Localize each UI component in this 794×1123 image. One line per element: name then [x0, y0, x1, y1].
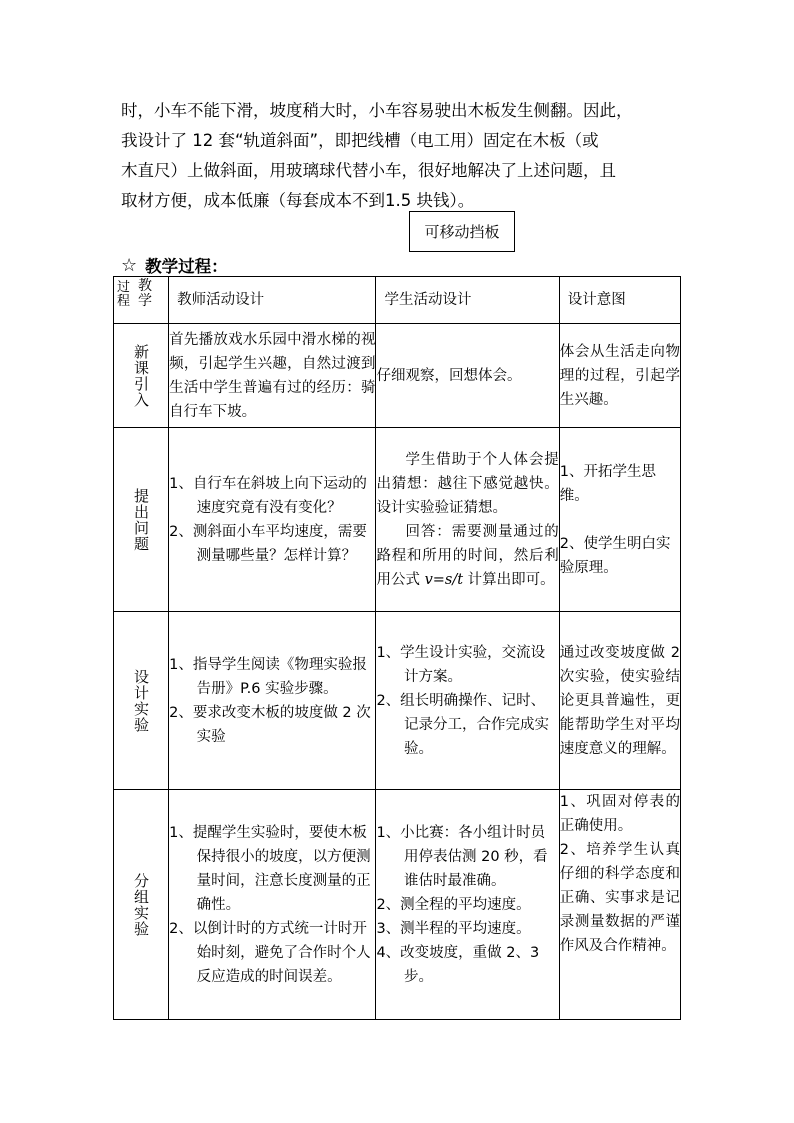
- student-text: 3、测半程的平均速度。: [376, 920, 531, 937]
- figure-caption: 可移动挡板: [424, 223, 500, 241]
- speed-formula: v=s/t: [424, 571, 464, 588]
- header-teacher: 教师活动设计: [169, 277, 376, 324]
- intent-text: 2、培养学生认真仔细的科学态度和正确、实事求是记录测量数据的严谨作风及合作精神。: [559, 842, 680, 954]
- process-cell: [114, 428, 169, 612]
- header-student: 学生活动设计: [376, 277, 559, 324]
- table-row: [114, 790, 681, 1020]
- process-cell: [114, 790, 169, 1020]
- process-cell: [114, 612, 169, 790]
- student-cell: [376, 428, 559, 612]
- teacher-cell: [169, 324, 376, 428]
- teacher-text: 2、以倒计时的方式统一计时开始时刻，避免了合作时个人反应造成的时间误差。: [169, 920, 371, 985]
- process-label: 设计实验: [132, 668, 151, 733]
- student-cell: [376, 324, 559, 428]
- teaching-process-table: [113, 276, 681, 1020]
- intent-text: 2、使学生明白实验原理。: [559, 535, 671, 576]
- section-heading: [121, 253, 228, 277]
- header-intent: 设计意图: [559, 277, 680, 324]
- section-title: 教学过程：: [145, 257, 228, 276]
- table-row: [114, 428, 681, 612]
- student-text-part: 回答：需要测量通过的路程和所用的时间，然后利用公式: [376, 523, 559, 588]
- intent-text: 1、巩固对停表的正确使用。: [559, 794, 680, 834]
- process-label: 分组实验: [132, 872, 151, 937]
- process-label: 新课引入: [132, 343, 151, 408]
- process-cell: [114, 324, 169, 428]
- table-row: [114, 612, 681, 790]
- teacher-cell: [169, 428, 376, 612]
- table-header-row: [114, 277, 681, 324]
- intent-text: 1、开拓学生思维。: [559, 463, 656, 504]
- student-text: 2、组长明确操作、记时、记录分工，合作完成实验。: [376, 692, 549, 757]
- teacher-cell: [169, 612, 376, 790]
- student-text: 2、测全程的平均速度。: [376, 896, 531, 913]
- student-text: [376, 520, 558, 592]
- process-label: 提出问题: [132, 487, 151, 552]
- student-text: 4、改变坡度，重做 2、3 步。: [376, 944, 540, 985]
- teacher-text: 1、自行车在斜坡上向下运动的速度究竟有没有变化？: [169, 475, 367, 516]
- corner-teaching-label: 教学: [138, 278, 152, 309]
- intent-cell: [559, 428, 680, 612]
- figure-caption-box: [409, 211, 515, 252]
- student-cell: [376, 790, 559, 1020]
- intent-text: 通过改变坡度做 2次实验，使实验结论更具普遍性，更能帮助学生对平均速度意义的理解。: [559, 644, 680, 757]
- student-text: 仔细观察，回想体会。: [376, 367, 522, 384]
- student-cell: [376, 612, 559, 790]
- student-text: 学生借助于个人体会提出猜想：越往下感觉越快。设计实验验证猜想。: [376, 451, 559, 516]
- intro-paragraph: [121, 96, 681, 216]
- header-corner-cell: [114, 277, 169, 324]
- intent-cell: [559, 612, 680, 790]
- student-text: 1、学生设计实验，交流设计方案。: [376, 644, 546, 685]
- intro-line: 木直尺）上做斜面，用玻璃球代替小车，很好地解决了上述问题，且: [121, 161, 616, 180]
- corner-process-label: 过程: [117, 280, 131, 309]
- star-outline-icon: ☆: [121, 254, 138, 276]
- teacher-text: 1、提醒学生实验时，要使木板保持很小的坡度，以方便测量时间，注意长度测量的正确性。: [169, 824, 371, 913]
- table-row: [114, 324, 681, 428]
- teacher-cell: [169, 790, 376, 1020]
- intro-line: 取材方便，成本低廉（每套成本不到1.5 块钱）。: [121, 191, 475, 210]
- intent-text: 体会从生活走向物理的过程，引起学生兴趣。: [559, 343, 680, 408]
- teacher-text: 1、指导学生阅读《物理实验报告册》P.6 实验步骤。: [169, 656, 367, 697]
- student-text-part: 计算出即可。: [463, 571, 555, 588]
- teacher-text: 2、要求改变木板的坡度做 2 次实验: [169, 704, 371, 745]
- intro-line: 时，小车不能下滑，坡度稍大时，小车容易驶出木板发生侧翻。因此，: [121, 101, 633, 120]
- intent-cell: [559, 324, 680, 428]
- teacher-text: 首先播放戏水乐园中滑水梯的视频，引起学生兴趣，自然过渡到生活中学生普遍有过的经历：骑自行车下坡。: [169, 331, 376, 420]
- student-text: 1、小比赛：各小组计时员用停表估测 20 秒，看谁估时最准确。: [376, 824, 548, 889]
- intent-cell: [559, 790, 680, 1020]
- intro-line: 我设计了 12 套“轨道斜面”，即把线槽（电工用）固定在木板（或: [121, 131, 599, 150]
- teacher-text: 2、测斜面小车平均速度，需要测量哪些量？怎样计算？: [169, 523, 367, 564]
